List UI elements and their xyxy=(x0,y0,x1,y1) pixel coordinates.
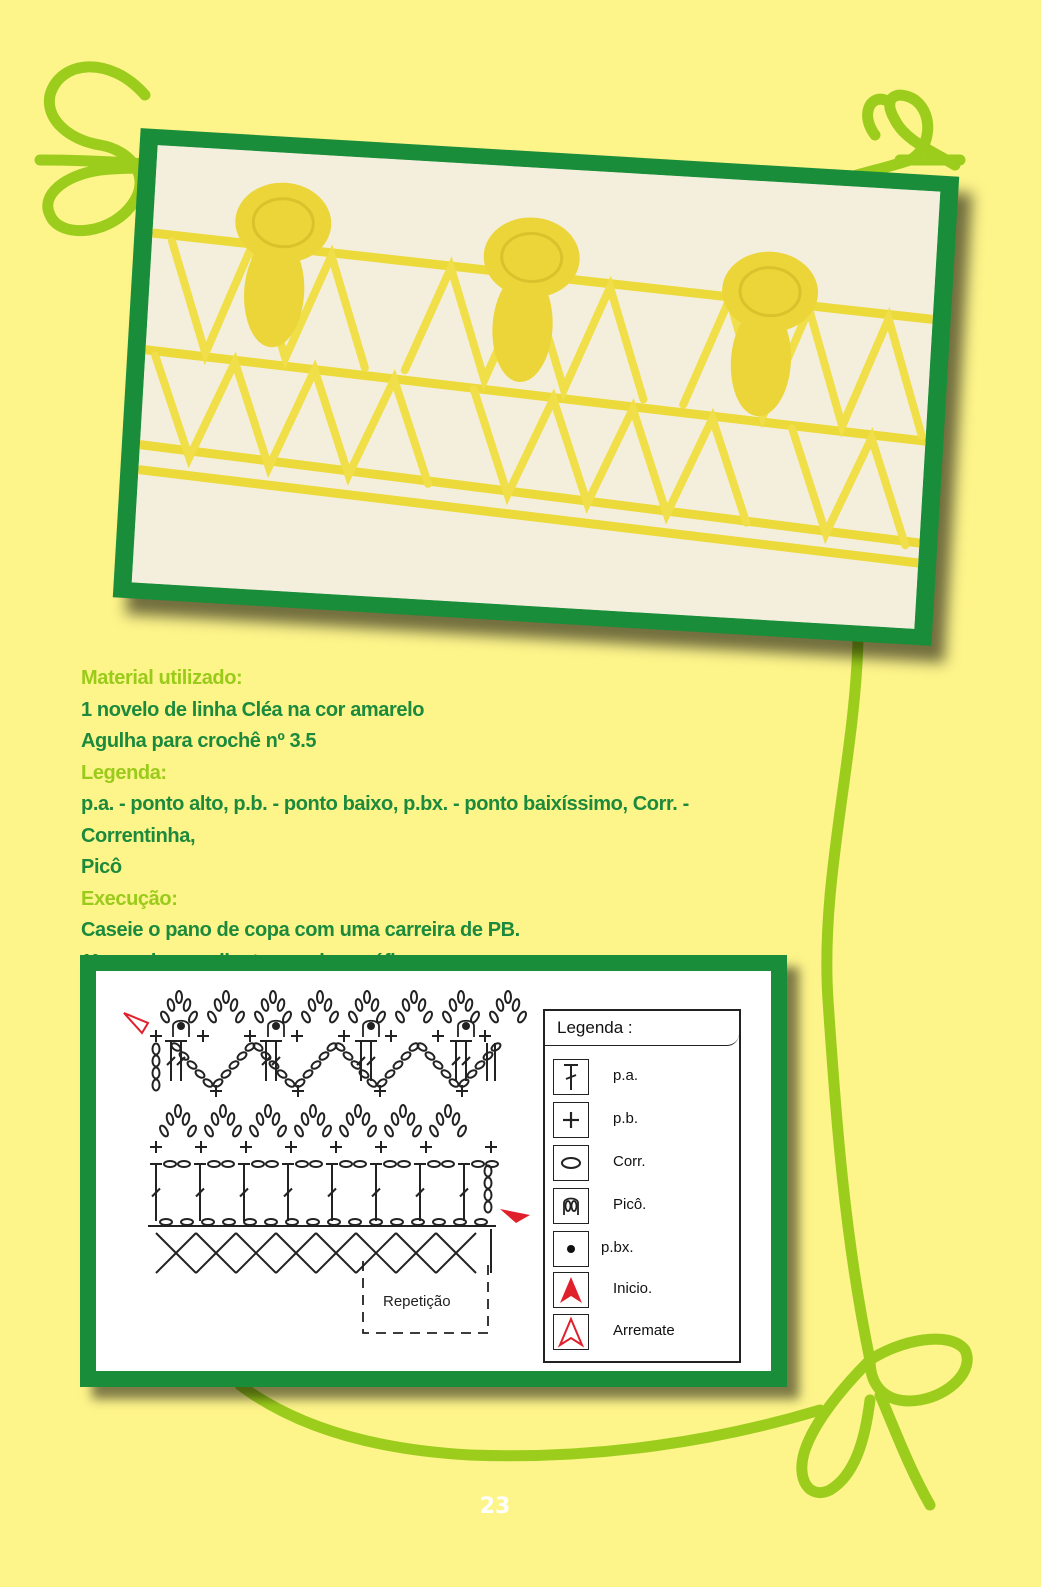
pa-symbol-icon xyxy=(553,1059,589,1095)
legenda-line: p.a. - ponto alto, p.b. - ponto baixo, p.bx. - ponto baixíssimo, Corr. - Correntinha, xyxy=(81,793,689,847)
legend-header xyxy=(545,1011,739,1046)
crochet-photo xyxy=(132,145,941,629)
finish-arrow-icon xyxy=(124,1013,148,1033)
legenda-heading: Legenda: xyxy=(81,761,167,784)
material-line: Agulha para crochê nº 3.5 xyxy=(81,730,317,752)
page-number: 23 xyxy=(479,1494,511,1519)
material-heading: Material utilizado: xyxy=(81,667,243,689)
execucao-line: Caseie o pano de copa com uma carreira de PB. xyxy=(81,919,520,941)
crochet-lace-image xyxy=(132,145,941,629)
legend-label: p.bx. xyxy=(601,1239,634,1256)
pico-symbol-icon xyxy=(553,1188,589,1224)
legend-item xyxy=(553,1231,733,1269)
legend-label: p.b. xyxy=(613,1110,639,1127)
red-arrow-outline-icon xyxy=(553,1314,589,1350)
legend-item xyxy=(553,1145,733,1183)
legend-label: Picô. xyxy=(613,1196,647,1213)
dot-symbol-icon xyxy=(553,1231,589,1267)
material-line: 1 novelo de linha Cléa na cor amarelo xyxy=(81,698,425,721)
legenda-line: Picô xyxy=(81,856,122,878)
repeat-label: Repetição xyxy=(383,1293,451,1310)
legend-item xyxy=(553,1059,733,1097)
start-arrow-icon xyxy=(500,1209,530,1223)
chart-legend xyxy=(543,1009,741,1363)
crochet-chart-frame xyxy=(80,955,787,1387)
legend-item xyxy=(553,1102,733,1140)
legend-title: Legenda : xyxy=(557,1018,633,1037)
red-arrow-filled-icon xyxy=(553,1272,589,1308)
legend-item xyxy=(553,1314,733,1352)
legend-item xyxy=(553,1272,733,1310)
legend-label: p.a. xyxy=(613,1067,639,1084)
oval-symbol-icon xyxy=(553,1145,589,1181)
execucao-heading: Execução: xyxy=(81,887,178,910)
legend-item xyxy=(553,1188,733,1226)
crochet-chart xyxy=(96,971,771,1371)
legend-label: Arremate xyxy=(613,1322,675,1339)
legend-label: Inicio. xyxy=(613,1280,653,1297)
legend-label: Corr. xyxy=(613,1153,646,1170)
instructions-text xyxy=(81,663,801,978)
crochet-photo-frame xyxy=(113,128,959,646)
plus-symbol-icon xyxy=(553,1102,589,1138)
